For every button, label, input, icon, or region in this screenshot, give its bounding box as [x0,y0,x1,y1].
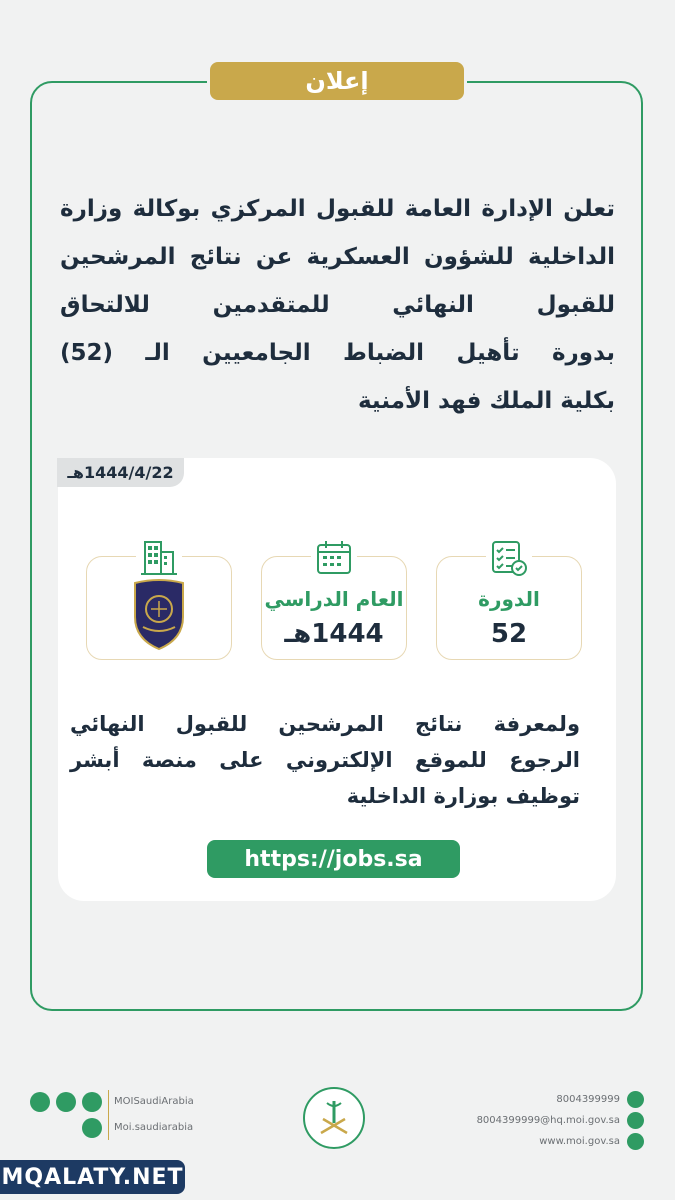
college-box [86,556,232,660]
academic-year-box [261,556,407,660]
academic-year-label: العام الدراسي [264,587,404,611]
intro-line: تعلن الإدارة العامة للقبول المركزي بوكالة وزارة [60,196,615,222]
announcement-badge: إعلان [210,62,464,100]
info-line: توظيف بوزارة الداخلية [346,784,580,808]
snapchat-icon[interactable] [82,1118,102,1138]
intro-line: بكلية الملك فهد الأمنية [357,388,615,414]
phone-number: 8004399999 [556,1094,620,1105]
website-address: www.moi.gov.sa [539,1136,620,1147]
info-line: ولمعرفة نتائج المرشحين للقبول النهائي [70,712,580,736]
date-tag: 1444/4/22هـ [57,458,184,487]
email-icon[interactable] [627,1112,644,1129]
intro-line: للقبول النهائي للمتقدمين للالتحاق [60,292,615,318]
building-icon [136,535,182,581]
footer-divider [108,1090,109,1140]
watermark: MQALATY.NET [0,1160,185,1194]
details-card [58,458,616,901]
saudi-emblem [303,1087,365,1149]
twitter-icon[interactable] [30,1092,50,1112]
academic-year-value: 1444هـ [284,619,384,649]
instructions-text [70,706,580,814]
intro-line: الداخلية للشؤون العسكرية عن نتائج المرشحين [60,244,615,270]
course-label: الدورة [478,587,540,611]
intro-line: بدورة تأهيل الضباط الجامعيين الـ (52) [60,340,615,366]
jobs-link-button[interactable]: https://jobs.sa [207,840,460,878]
course-value: 52 [490,619,528,649]
social-handle: MOISaudiArabia [114,1096,194,1107]
course-box [436,556,582,660]
college-logo [129,577,189,653]
intro-text [60,185,615,425]
email-address: 8004399999@hq.moi.gov.sa [476,1115,620,1126]
snapchat-handle: Moi.saudiarabia [114,1122,194,1133]
globe-icon[interactable] [627,1133,644,1150]
calendar-icon [311,535,357,581]
phone-icon[interactable] [627,1091,644,1108]
youtube-icon[interactable] [82,1092,102,1112]
info-line: الرجوع للموقع الإلكتروني على منصة أبشر [70,748,580,772]
checklist-icon [486,535,532,581]
instagram-icon[interactable] [56,1092,76,1112]
